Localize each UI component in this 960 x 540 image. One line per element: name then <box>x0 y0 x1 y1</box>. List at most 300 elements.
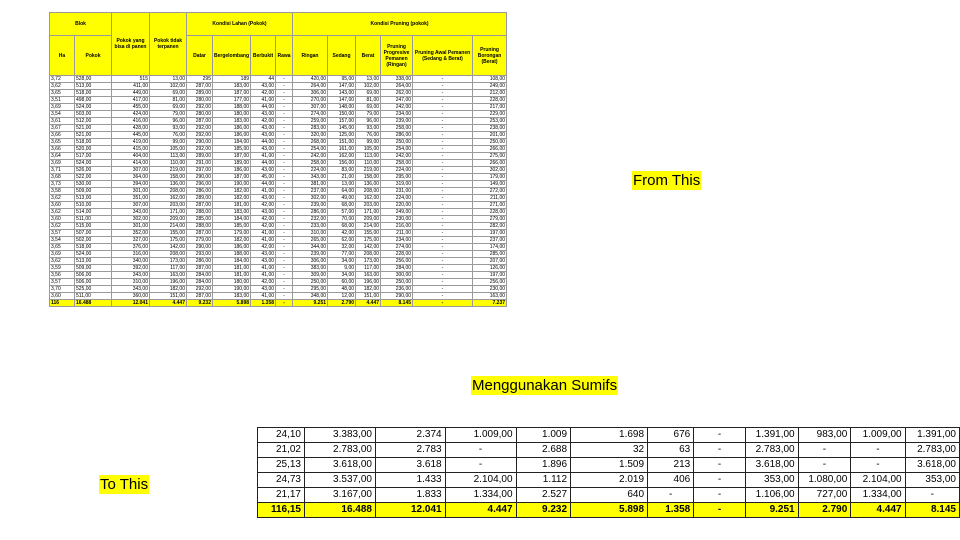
table-cell: 513,00 <box>75 83 112 90</box>
table-cell: - <box>851 443 905 458</box>
table-cell: 162,00 <box>150 195 187 202</box>
header-berbukit: Berbukit <box>251 36 276 76</box>
table-cell: 353,00 <box>905 473 959 488</box>
table-cell: 343,00 <box>112 286 150 293</box>
table-cell: 392,00 <box>112 265 150 272</box>
table-cell: 364,00 <box>112 174 150 181</box>
table-cell: 136,00 <box>150 181 187 188</box>
table-cell: - <box>276 188 293 195</box>
table-cell: 43,00 <box>251 111 276 118</box>
table-cell: 187,00 <box>213 90 251 97</box>
table-cell: 143,00 <box>328 90 356 97</box>
table-cell: 150,00 <box>328 111 356 118</box>
table-row <box>50 202 507 209</box>
table-cell: 13,00 <box>328 181 356 188</box>
table-row <box>50 174 507 181</box>
table-cell: 515 <box>112 76 150 83</box>
table-cell: 3,65 <box>50 244 75 251</box>
table-cell: 428,00 <box>112 125 150 132</box>
table-cell: 41,00 <box>251 293 276 300</box>
table-cell: 43,00 <box>251 146 276 153</box>
table-cell: 1.080,00 <box>798 473 851 488</box>
table-cell: 256,00 <box>473 279 507 286</box>
table-cell: - <box>276 97 293 104</box>
table-cell: 3.618,00 <box>905 458 959 473</box>
table-cell: 151,00 <box>328 139 356 146</box>
table-cell: 415,00 <box>112 146 150 153</box>
table-row <box>50 286 507 293</box>
table-cell: 275,00 <box>473 153 507 160</box>
table-cell: - <box>905 488 959 503</box>
table-cell: 9.232 <box>187 300 213 307</box>
table-cell: 7.237 <box>473 300 507 307</box>
table-cell: - <box>276 244 293 251</box>
table-cell: 42,00 <box>251 90 276 97</box>
table-cell: 306,00 <box>293 90 328 97</box>
table-cell: 190,00 <box>213 286 251 293</box>
table-cell: 250,00 <box>473 139 507 146</box>
table-cell: 4.447 <box>356 300 381 307</box>
table-cell: 279,00 <box>187 237 213 244</box>
table-cell: 288,00 <box>187 223 213 230</box>
table-cell: 514,00 <box>75 209 112 216</box>
table-cell: 307,00 <box>112 167 150 174</box>
table-row <box>50 111 507 118</box>
table-cell: 302,00 <box>473 167 507 174</box>
table-cell: 420,00 <box>293 76 328 83</box>
table-cell: 147,00 <box>328 83 356 90</box>
header-blok: Blok <box>50 13 112 36</box>
table-cell: 201,00 <box>473 132 507 139</box>
result-table-body <box>258 428 960 518</box>
table-cell: 352,00 <box>112 230 150 237</box>
table-cell: 242,00 <box>381 153 413 160</box>
table-cell: 237,00 <box>293 188 328 195</box>
table-cell: 1.698 <box>571 428 648 443</box>
header-sedang: Sedang <box>328 36 356 76</box>
table-cell: 292,00 <box>187 125 213 132</box>
table-cell: 102,00 <box>150 83 187 90</box>
table-cell: 2.790 <box>798 503 851 518</box>
table-cell: - <box>413 209 473 216</box>
table-cell: 289,00 <box>187 195 213 202</box>
table-cell: 184,00 <box>213 258 251 265</box>
table-cell: 1.112 <box>516 473 571 488</box>
table-cell: 290,00 <box>187 244 213 251</box>
table-cell: 43,00 <box>251 125 276 132</box>
table-cell: 3.537,00 <box>305 473 376 488</box>
table-cell: 2.783,00 <box>305 443 376 458</box>
table-cell: 319,00 <box>381 181 413 188</box>
table-cell: 455,00 <box>112 104 150 111</box>
table-cell: 417,00 <box>112 97 150 104</box>
table-cell: - <box>445 458 516 473</box>
table-cell: 209,00 <box>356 216 381 223</box>
table-cell: 250,00 <box>293 279 328 286</box>
table-row <box>50 209 507 216</box>
table-row <box>258 473 960 488</box>
table-cell: 79,00 <box>150 111 187 118</box>
table-cell: 3,56 <box>50 272 75 279</box>
table-cell: - <box>413 223 473 230</box>
table-row <box>258 458 960 473</box>
table-cell: 209,00 <box>150 216 187 223</box>
table-cell: 181,00 <box>213 202 251 209</box>
table-cell: 4.447 <box>150 300 187 307</box>
table-cell: 151,00 <box>150 293 187 300</box>
table-cell: 136,00 <box>356 181 381 188</box>
table-cell: - <box>276 237 293 244</box>
table-cell: - <box>413 181 473 188</box>
table-cell: 236,00 <box>381 286 413 293</box>
table-cell: 116,15 <box>258 503 305 518</box>
table-cell: - <box>413 265 473 272</box>
table-cell: 217,00 <box>473 104 507 111</box>
table-cell: 300,00 <box>381 272 413 279</box>
table-cell: - <box>413 251 473 258</box>
table-cell: 42,00 <box>251 118 276 125</box>
table-cell: - <box>413 132 473 139</box>
table-cell: 171,00 <box>356 209 381 216</box>
table-cell: 163,00 <box>473 293 507 300</box>
table-cell: 515,00 <box>75 223 112 230</box>
table-cell: 188,00 <box>213 251 251 258</box>
table-cell: 302,00 <box>112 216 150 223</box>
table-cell: - <box>413 104 473 111</box>
table-cell: 155,00 <box>150 230 187 237</box>
table-cell: 49,00 <box>328 195 356 202</box>
table-cell: 41,00 <box>251 97 276 104</box>
table-cell: 2.783,00 <box>905 443 959 458</box>
table-cell: 186,00 <box>213 132 251 139</box>
table-cell: 3.618 <box>375 458 445 473</box>
table-cell: - <box>413 202 473 209</box>
table-cell: 274,00 <box>381 244 413 251</box>
table-cell: 126,00 <box>473 265 507 272</box>
table-cell: 498,00 <box>75 97 112 104</box>
table-cell: - <box>276 132 293 139</box>
table-row <box>50 90 507 97</box>
table-cell: 285,00 <box>187 216 213 223</box>
method-label: Menggunakan Sumifs <box>472 377 618 394</box>
table-cell: 279,00 <box>473 216 507 223</box>
table-cell: 289,00 <box>187 153 213 160</box>
table-row <box>50 293 507 300</box>
table-cell: 258,00 <box>293 160 328 167</box>
table-cell: 183,00 <box>213 209 251 216</box>
table-cell: 297,00 <box>187 167 213 174</box>
table-cell: 183,00 <box>213 118 251 125</box>
table-cell: 253,00 <box>473 118 507 125</box>
table-cell: 301,00 <box>112 223 150 230</box>
table-cell: - <box>276 181 293 188</box>
header-ha: Ha <box>50 36 75 76</box>
table-cell: 216,00 <box>381 223 413 230</box>
table-cell: - <box>276 111 293 118</box>
table-cell: - <box>851 458 905 473</box>
header-pokok-tidak-terpanen: Pokok tidak terpanen <box>150 13 187 76</box>
table-cell: 449,00 <box>112 90 150 97</box>
table-cell: 24,10 <box>258 428 305 443</box>
table-cell: 16.488 <box>305 503 376 518</box>
table-cell: 43,00 <box>251 195 276 202</box>
table-cell: 3,67 <box>50 125 75 132</box>
table-cell: 3,62 <box>50 209 75 216</box>
table-cell: 3,72 <box>50 76 75 83</box>
table-cell: 1.833 <box>375 488 445 503</box>
table-cell: 3,66 <box>50 132 75 139</box>
table-cell: 249,00 <box>381 209 413 216</box>
table-cell: 208,00 <box>150 251 187 258</box>
table-cell: 69,00 <box>150 104 187 111</box>
to-this-label: To This <box>100 476 149 493</box>
table-cell: 77,00 <box>328 251 356 258</box>
table-cell: 266,00 <box>473 160 507 167</box>
table-cell: 507,00 <box>75 230 112 237</box>
table-cell: - <box>413 111 473 118</box>
table-cell: - <box>276 272 293 279</box>
table-cell: - <box>694 458 746 473</box>
table-cell: 213 <box>648 458 694 473</box>
table-cell: 383,00 <box>293 265 328 272</box>
table-row <box>50 223 507 230</box>
table-cell: 525,00 <box>75 286 112 293</box>
table-cell: 1.009,00 <box>851 428 905 443</box>
table-row <box>50 139 507 146</box>
table-cell: 290,00 <box>187 139 213 146</box>
table-cell: 3,65 <box>50 139 75 146</box>
table-cell: 274,00 <box>293 111 328 118</box>
table-cell: 256,00 <box>381 258 413 265</box>
table-cell: 424,00 <box>112 111 150 118</box>
table-cell: 185,00 <box>213 223 251 230</box>
table-cell: 162,00 <box>356 195 381 202</box>
table-cell: 286,00 <box>187 258 213 265</box>
table-cell: 171,00 <box>150 209 187 216</box>
table-cell: 93,00 <box>150 125 187 132</box>
table-cell: 640 <box>571 488 648 503</box>
table-cell: 24,73 <box>258 473 305 488</box>
table-cell: - <box>276 118 293 125</box>
header-pokok-panen: Pokok yang bisa di panen <box>112 13 150 76</box>
table-cell: 95,00 <box>328 76 356 83</box>
table-cell: 173,00 <box>150 258 187 265</box>
table-row <box>50 76 507 83</box>
table-cell: - <box>413 167 473 174</box>
header-rawa: Rawa <box>276 36 293 76</box>
table-cell: - <box>413 279 473 286</box>
table-cell: 43,00 <box>251 83 276 90</box>
table-cell: 292,00 <box>187 104 213 111</box>
table-cell: 282,00 <box>473 223 507 230</box>
table-cell: - <box>276 174 293 181</box>
table-cell: 43,00 <box>251 286 276 293</box>
table-cell: 237,00 <box>473 237 507 244</box>
table-cell: 293,00 <box>187 251 213 258</box>
header-pruning-borongan: Pruning Borongan (Berat) <box>473 36 507 76</box>
table-row <box>50 265 507 272</box>
table-cell: 286,00 <box>293 209 328 216</box>
table-cell: 376,00 <box>112 244 150 251</box>
table-cell: 42,00 <box>251 216 276 223</box>
table-cell: 220,00 <box>381 202 413 209</box>
table-row <box>50 258 507 265</box>
table-cell: 147,00 <box>328 97 356 104</box>
table-cell: 177,00 <box>213 97 251 104</box>
table-row <box>50 104 507 111</box>
table-cell: 513,00 <box>75 258 112 265</box>
table-cell: 3,60 <box>50 216 75 223</box>
table-cell: 189,00 <box>213 160 251 167</box>
table-cell: 284,00 <box>187 272 213 279</box>
table-cell: 259,00 <box>293 118 328 125</box>
table-cell: 44,00 <box>251 160 276 167</box>
table-cell: 43,00 <box>251 258 276 265</box>
table-cell: - <box>276 125 293 132</box>
table-cell: 4.447 <box>851 503 905 518</box>
table-cell: 76,00 <box>150 132 187 139</box>
table-row <box>50 97 507 104</box>
table-cell: 190,00 <box>213 181 251 188</box>
table-cell: 102,00 <box>356 83 381 90</box>
table-cell: 41,00 <box>251 153 276 160</box>
table-cell: 42,00 <box>251 244 276 251</box>
table-cell: - <box>694 503 746 518</box>
table-cell: 3,70 <box>50 286 75 293</box>
table-cell: 145,00 <box>328 125 356 132</box>
table-cell: 43,00 <box>251 167 276 174</box>
table-cell: - <box>413 153 473 160</box>
table-cell: 161,00 <box>328 146 356 153</box>
table-cell: 2.688 <box>516 443 571 458</box>
table-cell: 197,00 <box>473 230 507 237</box>
table-cell: - <box>413 300 473 307</box>
table-cell: - <box>413 216 473 223</box>
table-cell: - <box>694 428 746 443</box>
table-cell: 3,69 <box>50 251 75 258</box>
table-cell: 513,00 <box>75 195 112 202</box>
table-cell: 3,62 <box>50 223 75 230</box>
table-cell: 183,00 <box>213 83 251 90</box>
table-cell: 3,54 <box>50 237 75 244</box>
table-cell: 8.145 <box>381 300 413 307</box>
table-cell: 522,00 <box>75 174 112 181</box>
table-cell: 179,00 <box>473 174 507 181</box>
table-cell: 34,00 <box>328 272 356 279</box>
table-cell: 286,00 <box>381 132 413 139</box>
table-cell: 511,00 <box>75 216 112 223</box>
table-cell: 234,00 <box>381 237 413 244</box>
table-row <box>50 216 507 223</box>
header-datar: Datar <box>187 36 213 76</box>
header-kondisi-lahan: Kondisi Lahan (Pokok) <box>187 13 293 36</box>
table-cell: 518,00 <box>75 90 112 97</box>
table-cell: 3,60 <box>50 202 75 209</box>
table-cell: 148,00 <box>328 104 356 111</box>
table-row <box>50 181 507 188</box>
table-cell: 43,00 <box>251 132 276 139</box>
table-cell: 288,00 <box>187 209 213 216</box>
table-cell: 197,00 <box>473 272 507 279</box>
table-cell: 327,00 <box>112 237 150 244</box>
table-cell: - <box>276 83 293 90</box>
table-row <box>258 443 960 458</box>
table-cell: - <box>798 458 851 473</box>
table-cell: 3,57 <box>50 279 75 286</box>
table-cell: 271,00 <box>473 202 507 209</box>
table-cell: 302,00 <box>293 195 328 202</box>
table-row <box>50 251 507 258</box>
table-cell: - <box>413 160 473 167</box>
table-cell: 343,00 <box>112 209 150 216</box>
table-cell: 416,00 <box>112 118 150 125</box>
table-cell: 113,00 <box>356 153 381 160</box>
table-cell: 287,00 <box>187 83 213 90</box>
table-cell: 83,00 <box>328 167 356 174</box>
table-cell: 208,00 <box>150 188 187 195</box>
table-cell: 250,00 <box>381 279 413 286</box>
table-cell: 208,00 <box>356 188 381 195</box>
table-cell: 81,00 <box>150 97 187 104</box>
table-cell: 2.783,00 <box>745 443 798 458</box>
table-row <box>50 146 507 153</box>
table-cell: 180,00 <box>213 279 251 286</box>
table-cell: 2.783 <box>375 443 445 458</box>
table-cell: 157,00 <box>328 118 356 125</box>
table-cell: 290,00 <box>381 293 413 300</box>
table-cell: 186,00 <box>213 244 251 251</box>
table-cell: 1.509 <box>571 458 648 473</box>
table-cell: 250,00 <box>381 139 413 146</box>
table-cell: 353,00 <box>745 473 798 488</box>
table-cell: 41,00 <box>251 237 276 244</box>
table-cell: 3,62 <box>50 258 75 265</box>
total-row <box>258 503 960 518</box>
table-cell: 1.391,00 <box>745 428 798 443</box>
table-cell: 211,00 <box>473 195 507 202</box>
table-cell: 343,00 <box>293 174 328 181</box>
table-cell: 316,00 <box>112 251 150 258</box>
table-cell: 983,00 <box>798 428 851 443</box>
table-cell: 41,00 <box>251 265 276 272</box>
table-cell: 162,00 <box>328 153 356 160</box>
table-cell: - <box>276 90 293 97</box>
table-cell: 184,00 <box>213 139 251 146</box>
table-cell: 25,13 <box>258 458 305 473</box>
table-row <box>258 488 960 503</box>
table-cell: - <box>276 104 293 111</box>
table-cell: 1.896 <box>516 458 571 473</box>
table-cell: 163,00 <box>150 272 187 279</box>
table-cell: 9.251 <box>293 300 328 307</box>
table-cell: 110,00 <box>356 160 381 167</box>
table-cell: 381,00 <box>293 181 328 188</box>
table-cell: 93,00 <box>356 125 381 132</box>
table-cell: 1.334,00 <box>851 488 905 503</box>
table-cell: - <box>413 272 473 279</box>
table-cell: 96,00 <box>150 118 187 125</box>
table-cell: 79,00 <box>356 111 381 118</box>
table-cell: 287,00 <box>187 230 213 237</box>
table-cell: 3,59 <box>50 265 75 272</box>
table-cell: 517,00 <box>75 153 112 160</box>
table-cell: 506,00 <box>75 279 112 286</box>
from-this-label: From This <box>633 172 701 189</box>
table-cell: 230,00 <box>473 286 507 293</box>
table-cell: 292,00 <box>187 286 213 293</box>
table-cell: - <box>276 265 293 272</box>
table-cell: 208,00 <box>356 251 381 258</box>
